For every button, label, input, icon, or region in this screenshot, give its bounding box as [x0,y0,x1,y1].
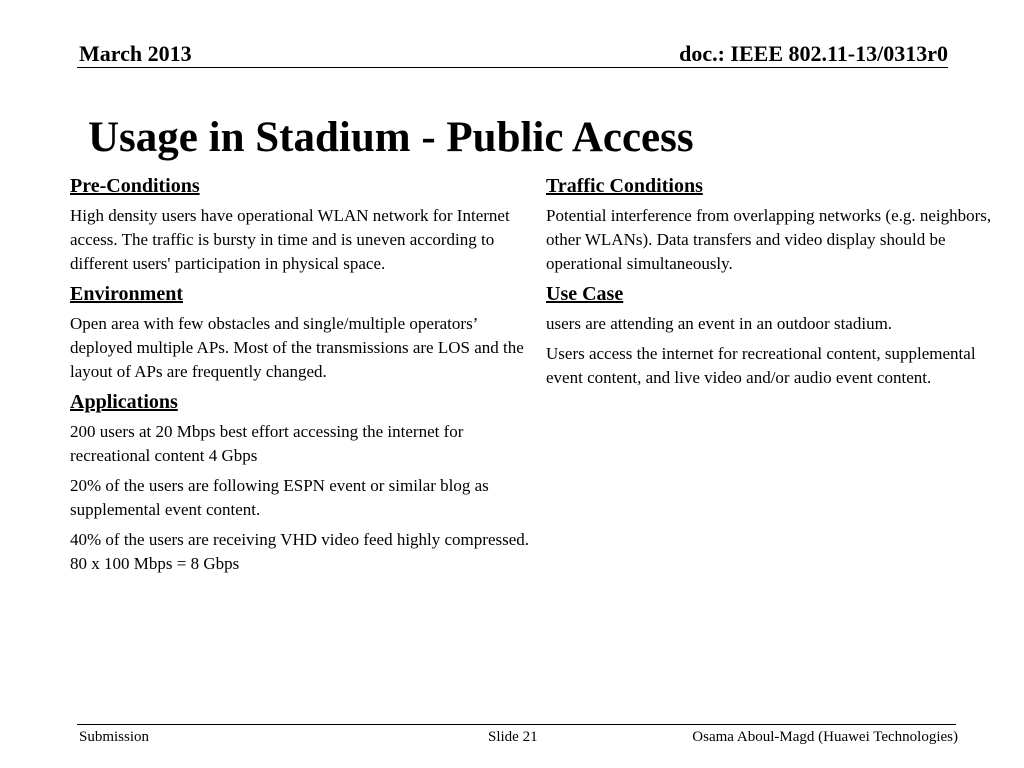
footer-author: Osama Aboul-Magd (Huawei Technologies) [692,729,958,745]
environment-heading: Environment [70,283,183,305]
use-case-text-1: users are attending an event in an outdoor stadium. [546,314,893,333]
applications-heading: Applications [70,391,178,413]
use-case-heading: Use Case [546,283,624,305]
use-case-text-2: Users access the internet for recreational content, supplemental event content, and live video and/or audio event content. [546,344,976,387]
footer-rule [77,724,956,725]
preconditions-heading: Pre-Conditions [70,175,200,197]
preconditions-text: High density users have operational WLAN network for Internet access. The traffic is bursty in time and is uneven according to different users' participation in physical space. [70,206,510,273]
footer-slide-number: Slide 21 [488,729,538,745]
environment-text: Open area with few obstacles and single/multiple operators’ deployed multiple APs. Most of the transmissions are LOS and the layout of APs are frequently changed. [70,314,524,381]
header-doc-id: doc.: IEEE 802.11-13/0313r0 [679,41,948,66]
applications-text-1: 200 users at 20 Mbps best effort accessing the internet for recreational content 4 Gbps [70,422,464,465]
applications-text-3: 40% of the users are receiving VHD video feed highly compressed. 80 x 100 Mbps = 8 Gbps [70,530,530,573]
slide-title: Usage in Stadium - Public Access [88,114,694,161]
header-date: March 2013 [79,41,192,66]
right-column [546,174,996,396]
left-column [70,174,536,582]
traffic-text: Potential interference from overlapping networks (e.g. neighbors, other WLANs). Data transfers and video display should be operational simultaneously. [546,206,992,273]
header-rule [77,67,948,68]
applications-text-2: 20% of the users are following ESPN event or similar blog as supplemental event content. [70,476,489,519]
footer-submission: Submission [79,729,150,745]
traffic-heading: Traffic Conditions [546,175,703,197]
